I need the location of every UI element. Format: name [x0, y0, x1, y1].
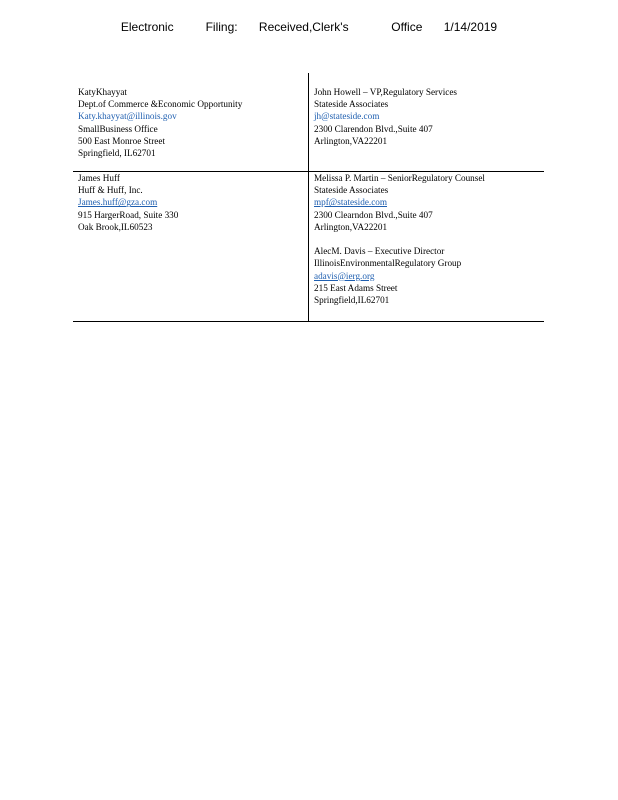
contact-organization: Huff & Huff, Inc. — [78, 185, 143, 196]
contact-email-link[interactable]: Katy.khayyat@illinois.gov — [78, 111, 177, 122]
filing-stamp-header: Electronic Filing: Received,Clerk's Office 1/14/2019 — [120, 20, 498, 34]
contact-organization: IllinoisEnvironmentalRegulatory Group — [314, 258, 462, 269]
contact-organization: Dept.of Commerce &Economic Opportunity — [78, 99, 243, 110]
contact-block-khayyat — [78, 86, 242, 159]
contact-office: SmallBusiness Office — [78, 123, 158, 134]
contact-city: Arlington,VA22201 — [314, 221, 388, 232]
contact-street: 2300 Clarendon Blvd.,Suite 407 — [314, 123, 433, 134]
contact-city: Springfield, IL62701 — [78, 148, 156, 159]
contact-organization: Stateside Associates — [314, 185, 389, 196]
contact-name: Melissa P. Martin – SeniorRegulatory Counsel — [314, 173, 485, 183]
contact-street: 2300 Clearndon Blvd.,Suite 407 — [314, 209, 433, 220]
contact-street: 215 East Adams Street — [314, 282, 398, 293]
spacer — [314, 233, 485, 245]
contact-organization: Stateside Associates — [314, 99, 389, 110]
service-list-table — [73, 73, 544, 322]
contact-email-link[interactable]: adavis@ierg.org — [314, 270, 375, 281]
contact-name: AlecM. Davis – Executive Director — [314, 246, 445, 257]
contact-block-huff — [78, 172, 178, 233]
contact-street: 500 East Monroe Street — [78, 135, 166, 146]
contact-city: Oak Brook,IL60523 — [78, 221, 153, 232]
contact-name: KatyKhayyat — [78, 87, 127, 97]
contact-block-howell — [314, 86, 457, 147]
contact-name: John Howell – VP,Regulatory Services — [314, 87, 457, 97]
contact-email-link[interactable]: mpf@stateside.com — [314, 197, 388, 208]
contact-email-link[interactable]: jh@stateside.com — [314, 111, 380, 122]
column-divider — [308, 73, 309, 321]
contact-street: 915 HargerRoad, Suite 330 — [78, 209, 179, 220]
contact-block-martin-davis — [314, 172, 485, 306]
contact-email-link[interactable]: James.huff@gza.com — [78, 197, 158, 208]
contact-city: Springfield,IL62701 — [314, 295, 390, 306]
contact-city: Arlington,VA22201 — [314, 135, 388, 146]
contact-name: James Huff — [78, 173, 120, 183]
